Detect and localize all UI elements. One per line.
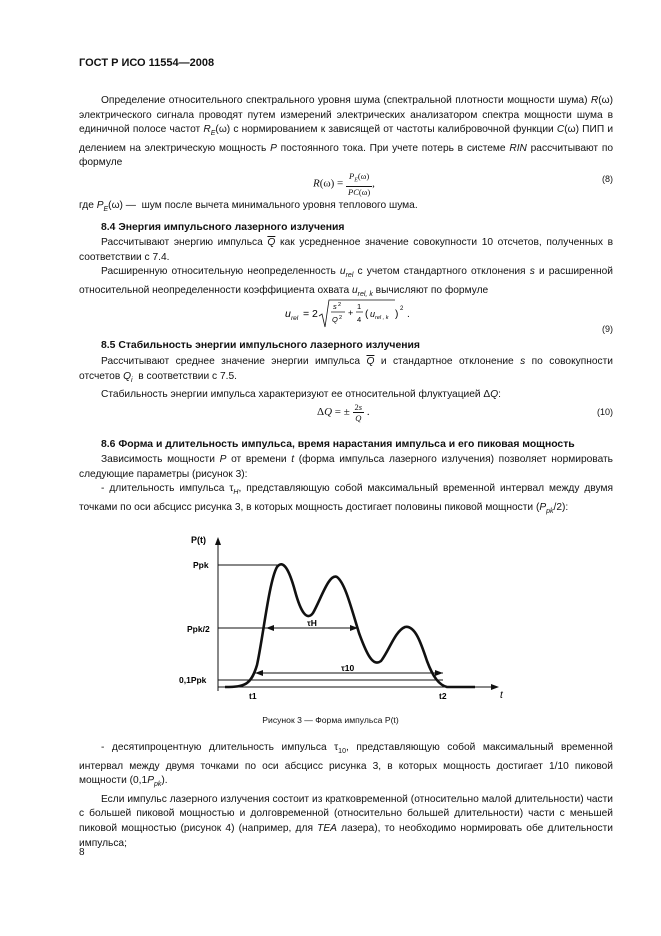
tau10-label: τ10	[341, 663, 355, 673]
y-axis-label: P(t)	[191, 535, 206, 545]
svg-text:= 2: = 2	[303, 308, 318, 320]
svg-text:4: 4	[357, 315, 362, 324]
half-ppk-label: Ppk/2	[187, 624, 210, 634]
paragraph-where-8: где $P_E(\omega)$ — шум после вычета минимального уровня теплового шума.	[79, 200, 418, 214]
paragraph-rin-intro	[79, 94, 613, 171]
y-axis-arrow	[215, 537, 221, 545]
tauH-label: τH	[307, 618, 317, 628]
paragraph-text: Определение относительного спектрального уровня шума (спектральной плотности мощности шума) R(ω) электрического сигнала проводят путем измерений электрических анализатором спектра мощности шума в единичной полосе частот $R_E(\omega)$ с нормированием к зависящей от частоты калибровочной функции C(ω) ПИП и делением на электрическую мощность P постоянного тока. При учете потерь в системе RIN рассчитывают по формуле	[79, 95, 614, 169]
equation-10-number: (10)	[596, 407, 613, 417]
svg-text:u: u	[285, 308, 291, 320]
figure-caption: Рисунок 3 — Форма импульса P(t)	[262, 715, 399, 725]
svg-text:rel , k: rel , k	[375, 315, 389, 321]
svg-text:s: s	[333, 302, 337, 311]
equation-10: ΔQ = ± $\frac{2s}{Q}$ .	[317, 402, 370, 423]
svg-text:2: 2	[339, 315, 343, 321]
svg-text:.: .	[407, 309, 410, 320]
svg-text:2: 2	[400, 306, 404, 312]
equation-8: R(ω) = $\frac{P_E(\omega)}{PC(\omega)}$ ,	[313, 171, 375, 197]
section-heading-8-4: 8.4 Энергия импульсного лазерного излучения	[101, 222, 345, 233]
tenth-ppk-label: 0,1Ppk	[179, 675, 207, 685]
section-heading-8-6: 8.6 Форма и длительность импульса, время нарастания импульса и его пиковая мощность	[101, 439, 575, 450]
figure-3-pulse-shape	[175, 533, 515, 705]
svg-text:rel: rel	[291, 315, 299, 322]
x-axis-arrow	[491, 684, 499, 690]
x-axis-label: t	[500, 690, 503, 701]
paragraph-tau10: - десятипроцентную длительность импульса $\tau_{10}$, представляющую собой максимальный временной интервал между двумя точками по оси абсцисс рисунка 3, в которых мощность достигает 1/10 пиковой мощности $(0,1P_{pk})$. Если импульс лазерного излучения состоит из кратковременной (относительно малой длительности) части с большей пиковой мощностью и долговременной (относительно большей длительности) части с меньшей пиковой мощностью (рисунок 4) (например, для TEA лазера), то необходимо нормировать обе длительности импульса;	[79, 742, 613, 849]
tau10-arrow-right	[435, 670, 443, 676]
equation-9-number: (9)	[602, 324, 613, 334]
section-heading-8-5: 8.5 Стабильность энергии импульсного лазерного излучения	[101, 340, 420, 351]
svg-text:): )	[395, 309, 399, 320]
svg-text:1: 1	[357, 302, 362, 311]
equation-8-number: (8)	[602, 174, 613, 184]
tauH-arrow-left	[266, 625, 274, 631]
svg-text:(: (	[365, 309, 369, 320]
ppk-label: Ppk	[193, 560, 209, 570]
section-8-4-body: Рассчитывают энергию импульса $\overline{Q}$ как усредненное значение совокупности 10 отсчетов, полученных в соответствии с 7.4. Расширенную относительную неопределенность $u_{rel}$ с учетом стандартного отклонения s и расширенной относительной неопределенности коэффициента охвата $u_{rel, k}$ вычисляют по формуле	[79, 237, 613, 298]
equation-9	[285, 297, 425, 336]
svg-text:u: u	[370, 309, 376, 319]
svg-text:2: 2	[338, 302, 342, 308]
t2-label: t2	[439, 691, 447, 701]
svg-text:+: +	[348, 308, 354, 318]
equation-9-graphic	[285, 297, 425, 331]
svg-text:Q: Q	[332, 315, 338, 324]
document-header: ГОСТ Р ИСО 11554—2008	[79, 57, 215, 69]
page-number: 8	[79, 847, 85, 858]
section-8-5-body: Рассчитывают среднее значение энергии импульса $\overline{Q}$ и стандартное отклонение s по совокупности отсчетов $Q_i$ в соответствии с 7.5. Стабильность энергии импульса характеризуют ее относительной флуктуацией ΔQ:	[79, 356, 613, 401]
t1-label: t1	[249, 691, 257, 701]
section-8-6-body: Зависимость мощности P от времени t (форма импульса лазерного излучения) позволяет нормировать следующие параметры (рисунок 3): - длительность импульса $\tau_H$, представляющую собой максимальный временной интервал между двумя точками по оси абсцисс рисунка 3, в которых мощность достигает половины пиковой мощности $(P_{pk}/2)$:	[79, 454, 613, 515]
